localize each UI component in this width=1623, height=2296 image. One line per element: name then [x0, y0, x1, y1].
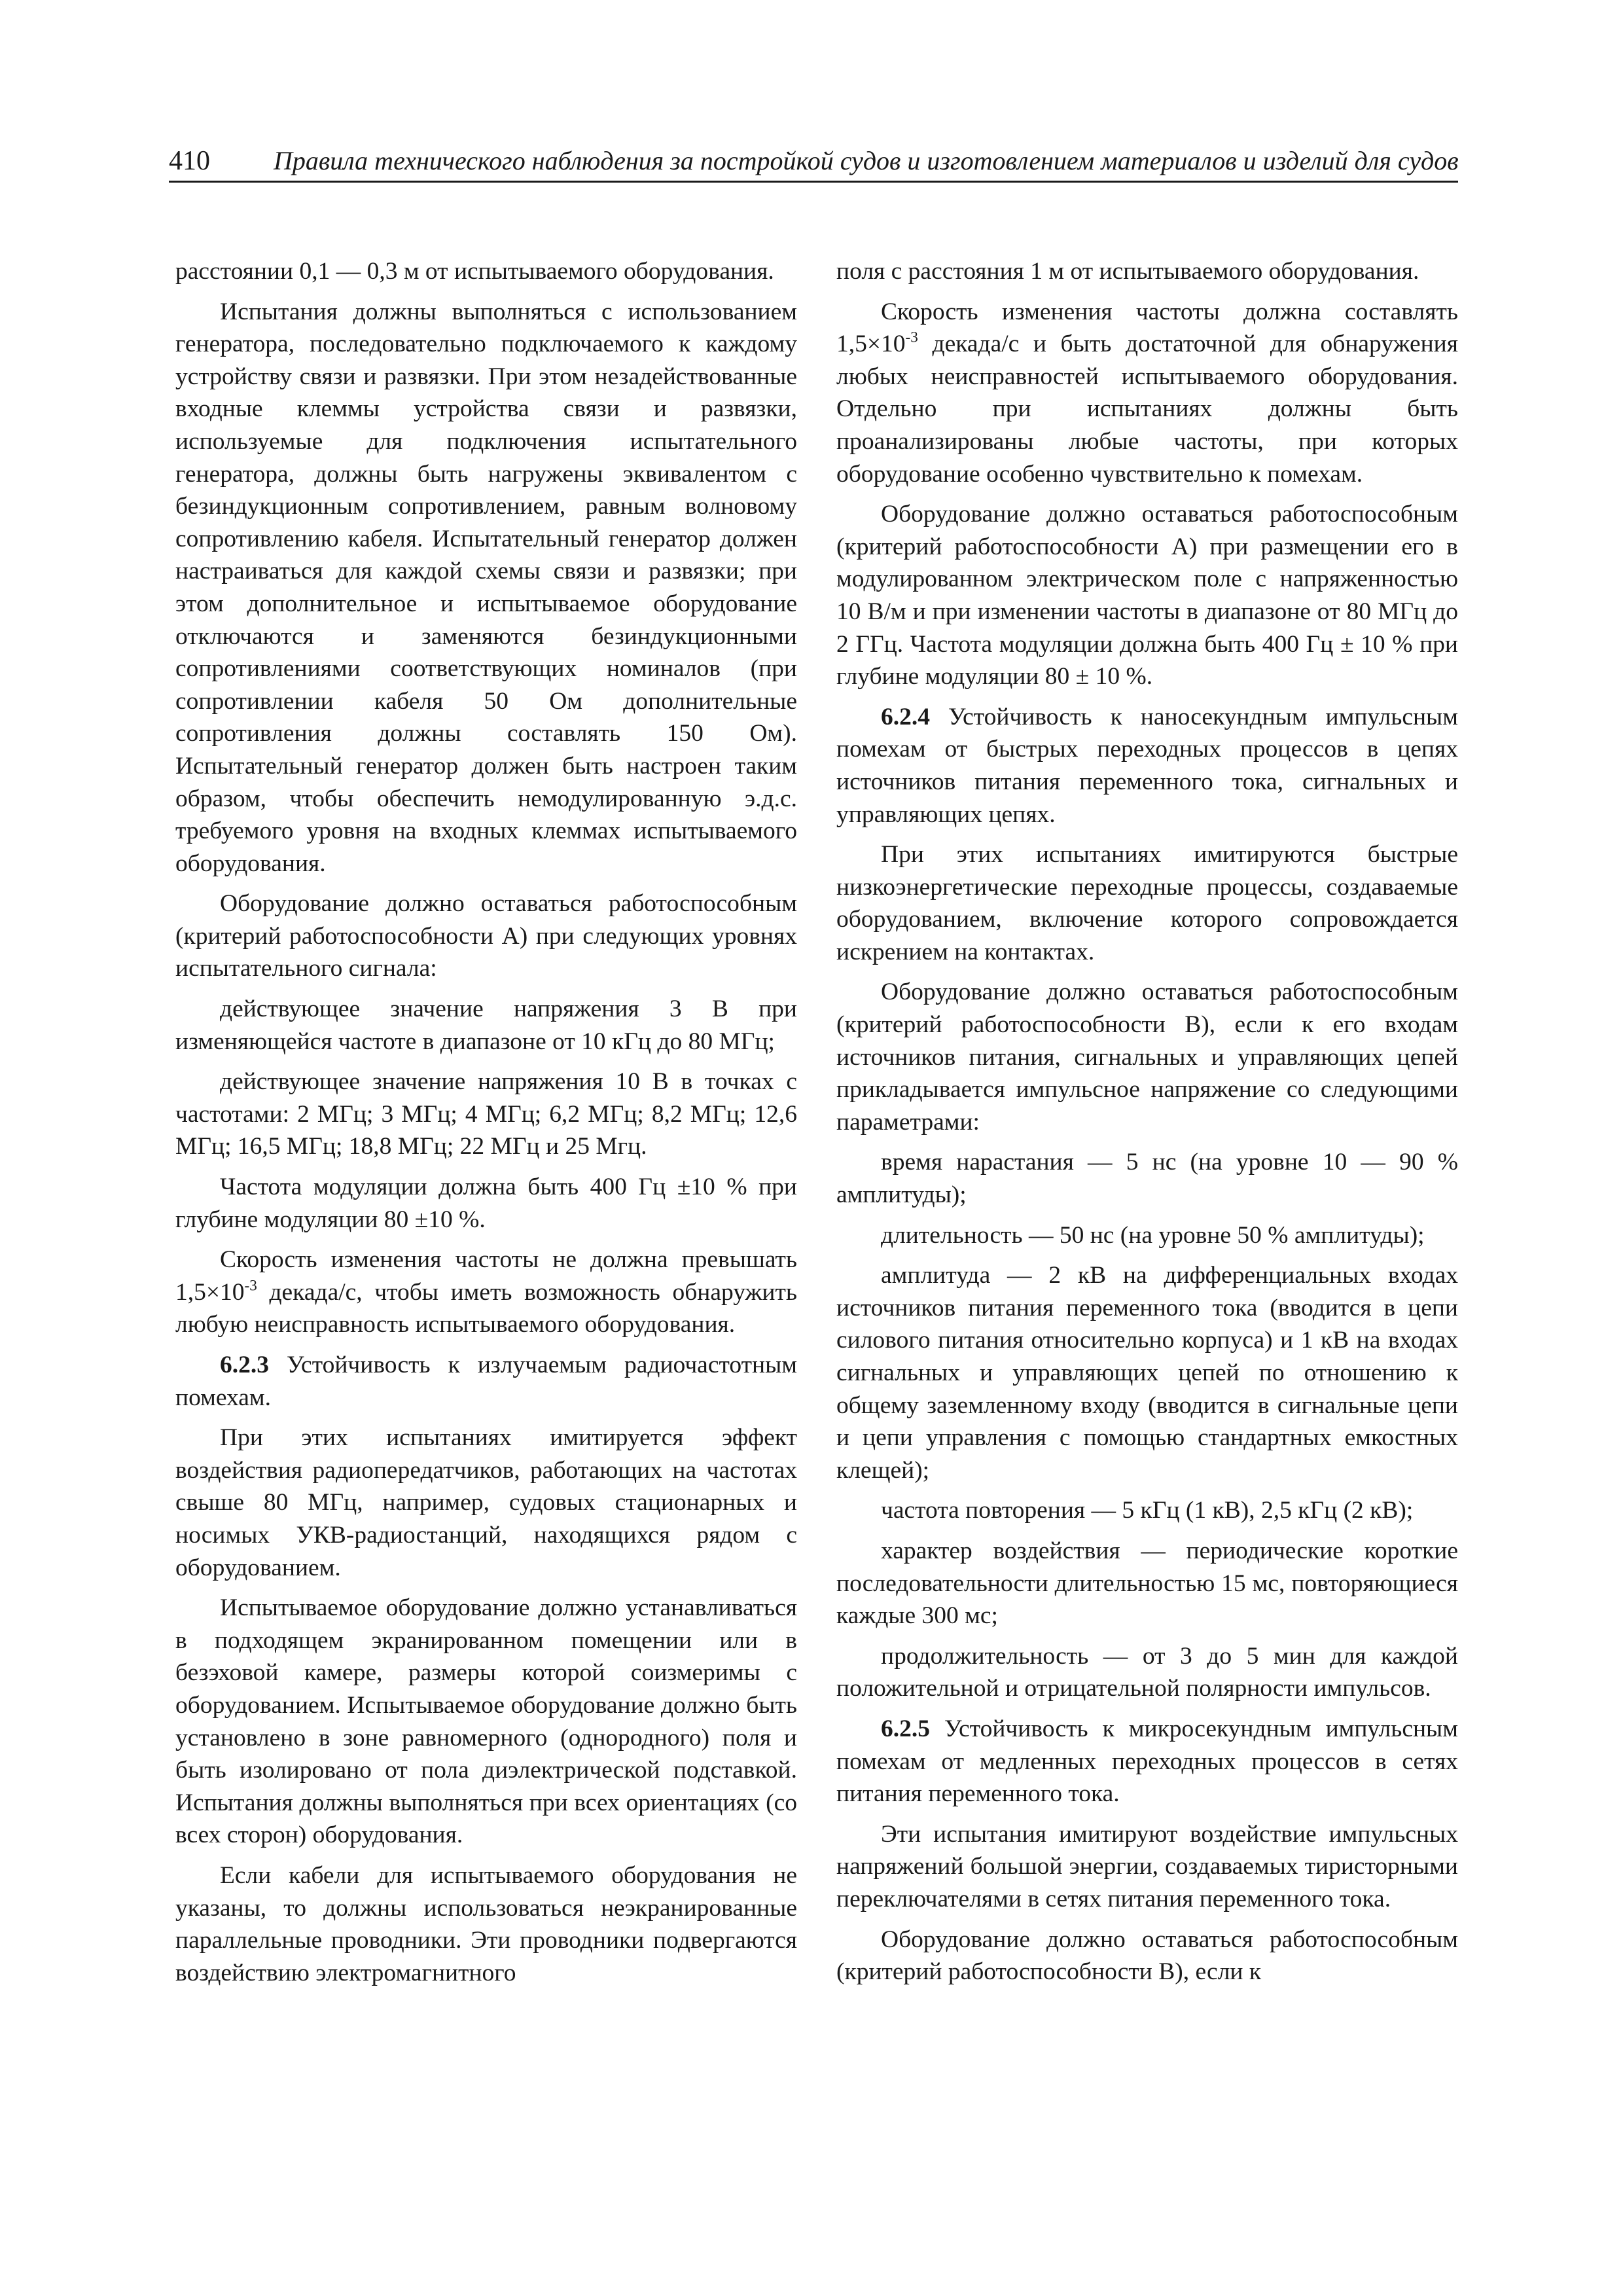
paragraph-text: характер воздействия — периодические короткие последовательности длительностью 15 мс, повторяющиеся каждые 300 мс; — [836, 1537, 1458, 1630]
left-paragraph — [175, 255, 797, 288]
paragraph-text: Эти испытания имитируют воздействие импульсных напряжений большой энергии, создаваемых тиристорными переключателями в сетях питания переменного тока. — [836, 1820, 1458, 1912]
paragraph-text: Устойчивость к микросекундным импульсным помехам от медленных переходных процессов в сетях питания переменного тока. — [836, 1715, 1458, 1808]
page-number: 410 — [169, 146, 210, 176]
left-text-column — [175, 255, 797, 1997]
right-paragraph — [836, 255, 1458, 288]
running-title: Правила технического наблюдения за постройкой судов и изготовлением материалов и изделий для судов — [274, 146, 1459, 175]
left-paragraph — [175, 1859, 797, 1989]
right-paragraph — [836, 701, 1458, 831]
right-paragraph — [836, 976, 1458, 1138]
right-paragraph — [836, 1713, 1458, 1810]
paragraph-text: амплитуда — 2 кВ на дифференциальных входах источников питания переменного тока (вводится в цепи силового питания относительно корпуса) и 1 кВ на входах сигнальных и управляющих цепей по отношению к общему заземленному входу (вводится в сигнальные цепи и цепи управления с помощью стандартных емкостных клещей); — [836, 1262, 1458, 1484]
paragraph-text: Оборудование должно оставаться работоспособным (критерий работоспособности A) при следующих уровнях испытательного сигнала: — [175, 890, 797, 982]
right-paragraph — [836, 1259, 1458, 1486]
paragraph-text: Испытываемое оборудование должно устанавливаться в подходящем экранированном помещении или в безэховой камере, размеры которой соизмеримы с оборудованием. Испытываемое оборудование должно быть установлено в зоне равномерного (однородного) поля и быть изолировано от пола диэлектрической подставкой. Испытания должны выполняться при всех ориентациях (со всех сторон) оборудования. — [175, 1594, 797, 1849]
paragraph-text: частота повторения — 5 кГц (1 кВ), 2,5 кГц (2 кВ); — [881, 1497, 1414, 1524]
paragraph-text: Частота модуляции должна быть 400 Гц ±10 % при глубине модуляции 80 ±10 %. — [175, 1174, 797, 1233]
paragraph-text: поля с расстояния 1 м от испытываемого оборудования. — [836, 258, 1419, 285]
right-paragraph — [836, 1219, 1458, 1252]
right-paragraph — [836, 838, 1458, 968]
section-number: 6.2.4 — [881, 703, 930, 730]
paragraph-text-tail: декада/с и быть достаточной для обнаружения любых неисправностей испытываемого оборудования. Отдельно при испытаниях должны быть проанализированы любые частоты, при которых оборудование особенно чувствительно к помехам. — [836, 331, 1458, 488]
left-paragraph — [175, 296, 797, 880]
right-paragraph — [836, 1146, 1458, 1211]
right-paragraph — [836, 1818, 1458, 1916]
section-number: 6.2.5 — [881, 1715, 930, 1742]
paragraph-text: длительность — 50 нс (на уровне 50 % амплитуды); — [881, 1221, 1425, 1249]
right-paragraph — [836, 1535, 1458, 1632]
right-text-column — [836, 255, 1458, 1996]
left-paragraph — [175, 888, 797, 985]
paragraph-text: действующее значение напряжения 10 В в точках с частотами: 2 МГц; 3 МГц; 4 МГц; 6,2 МГц; 8,2 МГц; 12,6 МГц; 16,5 МГц; 18,8 МГц; 22 МГц и 25 Мгц. — [175, 1068, 797, 1160]
paragraph-text: расстоянии 0,1 — 0,3 м от испытываемого оборудования. — [175, 258, 774, 285]
exponent: -3 — [244, 1277, 257, 1295]
exponent: -3 — [905, 329, 918, 346]
right-paragraph — [836, 296, 1458, 491]
paragraph-text: При этих испытаниях имитируется эффект воздействия радиопередатчиков, работающих на частотах свыше 80 МГц, например, судовых стационарных и носимых УКВ-радиостанций, находящихся рядом с оборудованием. — [175, 1424, 797, 1581]
paragraph-text: Скорость изменения частоты должна составлять 1,5×10 — [836, 298, 1458, 358]
left-paragraph — [175, 1066, 797, 1163]
left-paragraph — [175, 1349, 797, 1414]
left-paragraph — [175, 1592, 797, 1852]
left-paragraph — [175, 1422, 797, 1584]
left-paragraph — [175, 993, 797, 1058]
paragraph-text: Устойчивость к излучаемым радиочастотным помехам. — [175, 1352, 797, 1411]
paragraph-text-tail: декада/с, чтобы иметь возможность обнаружить любую неисправность испытываемого оборудования. — [175, 1278, 797, 1338]
paragraph-text: Если кабели для испытываемого оборудования не указаны, то должны использоваться неэкранированные параллельные проводники. Эти проводники подвергаются воздействию электромагнитного — [175, 1861, 797, 1986]
page-header — [169, 143, 1458, 179]
paragraph-text: При этих испытаниях имитируются быстрые низкоэнергетические переходные процессы, создаваемые оборудованием, включение которого сопровождается искрением на контактах. — [836, 841, 1458, 965]
paragraph-text: действующее значение напряжения 3 В при изменяющейся частоте в диапазоне от 10 кГц до 80 МГц; — [175, 996, 797, 1055]
left-paragraph — [175, 1171, 797, 1236]
paragraph-text: Оборудование должно оставаться работоспособным (критерий работоспособности A) при размещении его в модулированном электрическом поле с напряженностью 10 В/м и при изменении частоты в диапазоне от 80 МГц до 2 ГГц. Частота модуляции должна быть 400 Гц ± 10 % при глубине модуляции 80 ± 10 %. — [836, 501, 1458, 691]
right-paragraph — [836, 498, 1458, 693]
paragraph-text: Испытания должны выполняться с использованием генератора, последовательно подключаемого к каждому устройству связи и развязки. При этом незадействованные входные клеммы устройства связи и развязки, используемые для подключения испытательного генератора, должны быть нагружены эквивалентом с безиндукционным сопротивлением, равным волновому сопротивлению кабеля. Испытательный генератор должен настраиваться для каждой схемы связи и развязки; при этом дополнительное и испытываемое оборудование отключаются и заменяются безиндукционными сопротивлениями соответствующих номиналов (при сопротивлении кабеля 50 Ом дополнительные сопротивления должны составлять 150 Ом). Испытательный генератор должен быть настроен таким образом, чтобы обеспечить немодулированную э.д.с. требуемого уровня на входных клеммах испытываемого оборудования. — [175, 298, 797, 877]
left-paragraph — [175, 1244, 797, 1341]
header-divider — [169, 181, 1458, 183]
paragraph-text: Скорость изменения частоты не должна превышать 1,5×10 — [175, 1246, 797, 1306]
right-paragraph — [836, 1494, 1458, 1527]
paragraph-text: время нарастания — 5 нс (на уровне 10 — 90 % амплитуды); — [836, 1149, 1458, 1209]
paragraph-text: Оборудование должно оставаться работоспособным (критерий работоспособности B), если к его входам источников питания, сигнальных и управляющих цепей прикладывается импульсное напряжение со следующими параметрами: — [836, 978, 1458, 1136]
right-paragraph — [836, 1924, 1458, 1988]
paragraph-text: продолжительность — от 3 до 5 мин для каждой положительной и отрицательной полярности импульсов. — [836, 1642, 1458, 1702]
paragraph-text: Оборудование должно оставаться работоспособным (критерий работоспособности B), если к — [836, 1926, 1458, 1986]
right-paragraph — [836, 1640, 1458, 1705]
paragraph-text: Устойчивость к наносекундным импульсным помехам от быстрых переходных процессов в цепях источников питания переменного тока, сигнальных и управляющих цепях. — [836, 703, 1458, 828]
section-number: 6.2.3 — [220, 1352, 269, 1378]
